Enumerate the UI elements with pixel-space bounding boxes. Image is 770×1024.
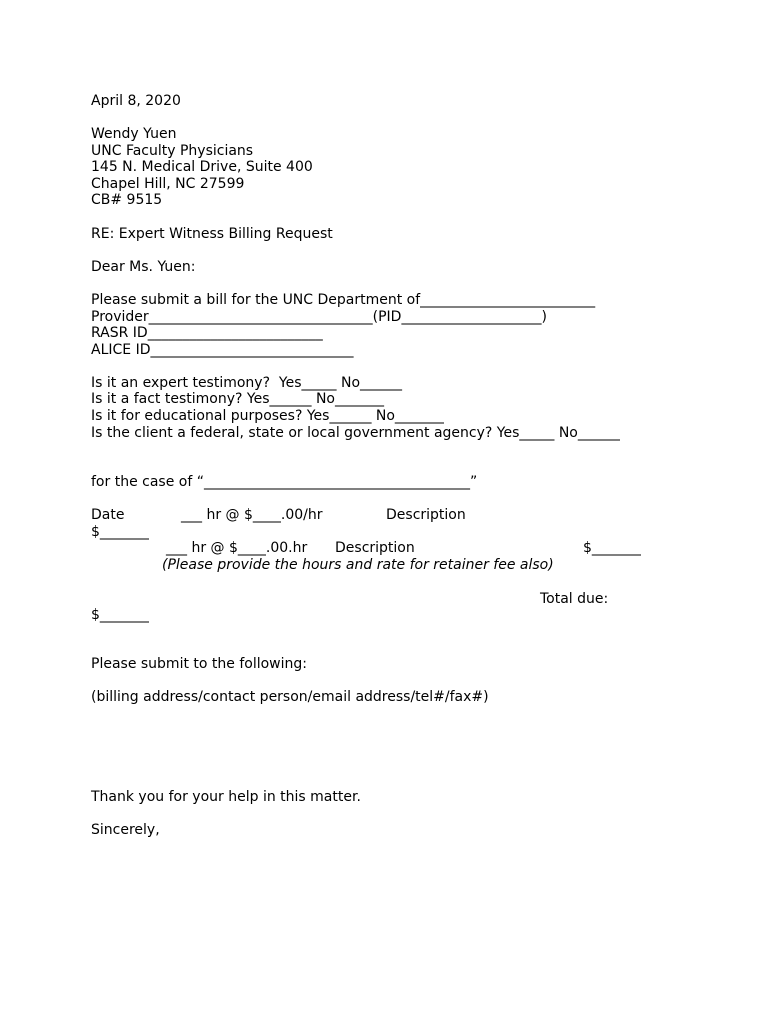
provider-field: Provider________________________________(PID____________________) (91, 309, 547, 325)
department-field: Please submit a bill for the UNC Department of_________________________ (91, 292, 596, 308)
thanks-line: Thank you for your help in this matter. (91, 789, 361, 805)
recipient-org: UNC Faculty Physicians (91, 143, 254, 159)
alice-id-field: ALICE ID_____________________________ (91, 342, 354, 358)
billing-description-1: Description (386, 507, 466, 523)
re-line: RE: Expert Witness Billing Request (91, 226, 333, 242)
question-government: Is the client a federal, state or local government agency? Yes_____ No______ (91, 425, 620, 441)
question-educational: Is it for educational purposes? Yes______ No_______ (91, 408, 444, 424)
billing-hr-rate-2: ___ hr @ $____.00.hr (166, 540, 308, 556)
billing-date-label: Date (91, 507, 125, 523)
salutation: Dear Ms. Yuen: (91, 259, 196, 275)
recipient-cb: CB# 9515 (91, 192, 163, 208)
submit-to-line: Please submit to the following: (91, 656, 307, 672)
recipient-name: Wendy Yuen (91, 126, 177, 142)
billing-amount-2: $_______ (583, 540, 641, 556)
submit-details-line: (billing address/contact person/email address/tel#/fax#) (91, 689, 489, 705)
question-fact-testimony: Is it a fact testimony? Yes______ No_______ (91, 391, 384, 407)
question-expert-testimony: Is it an expert testimony? Yes_____ No______ (91, 375, 403, 391)
closing-line: Sincerely, (91, 822, 160, 838)
rasr-id-field: RASR ID_________________________ (91, 325, 323, 341)
recipient-city: Chapel Hill, NC 27599 (91, 176, 245, 192)
billing-hr-rate-1: ___ hr @ $____.00/hr (181, 507, 323, 523)
total-due-label: Total due: (540, 591, 609, 607)
retainer-note: (Please provide the hours and rate for retainer fee also) (162, 557, 554, 573)
case-line: for the case of “______________________________________” (91, 474, 478, 490)
recipient-street: 145 N. Medical Drive, Suite 400 (91, 159, 313, 175)
total-due-amount: $_______ (91, 607, 149, 623)
billing-amount-1: $_______ (91, 524, 149, 540)
billing-description-2: Description (335, 540, 415, 556)
letter-date: April 8, 2020 (91, 93, 181, 109)
